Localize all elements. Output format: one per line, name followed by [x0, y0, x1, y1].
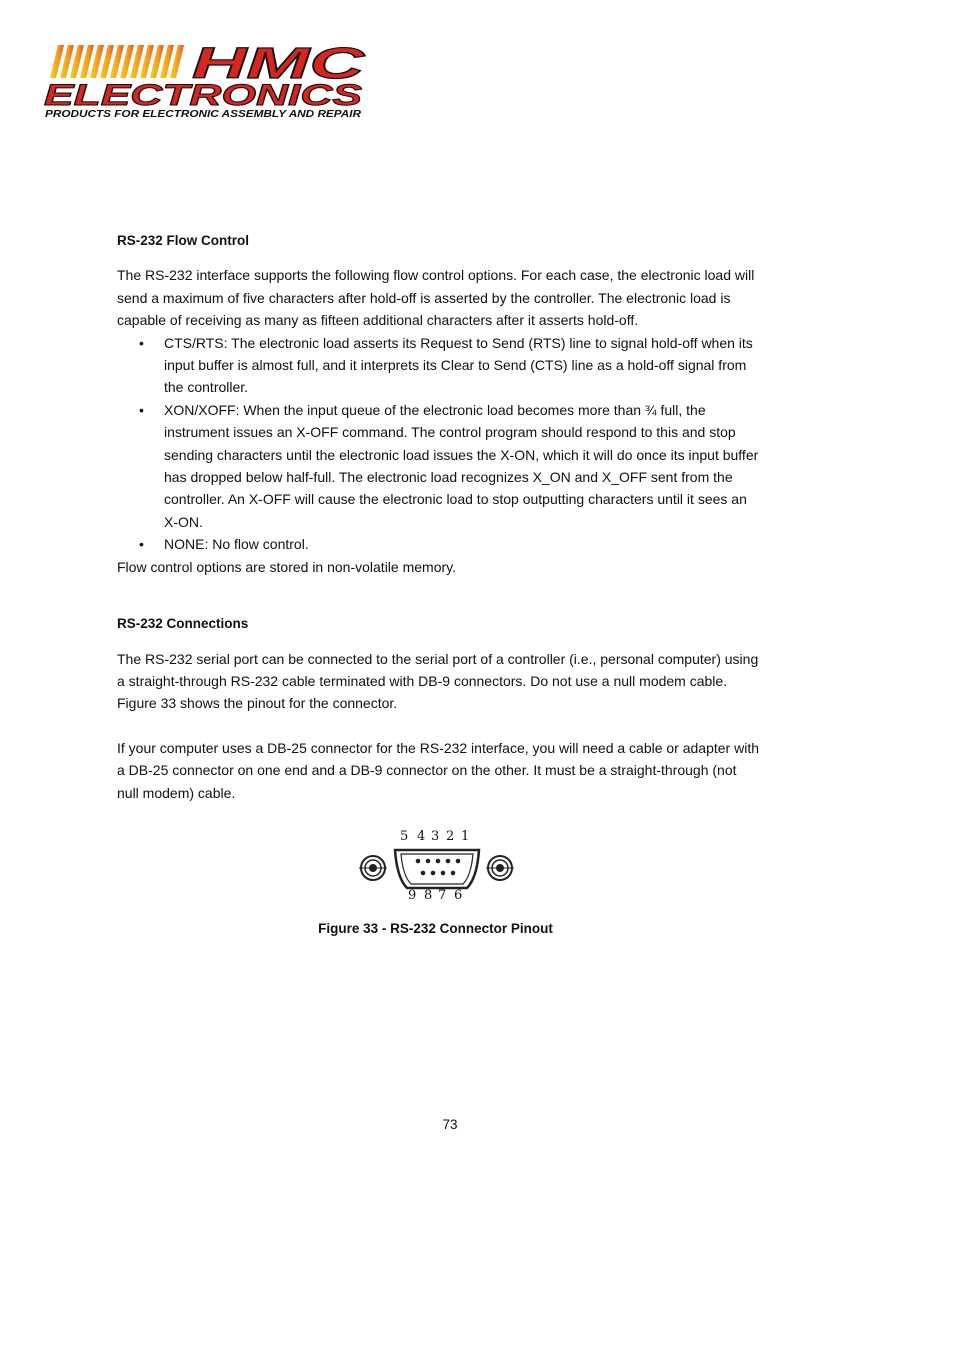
flow-control-heading: RS-232 Flow Control	[117, 233, 250, 248]
pin-label-8: 8	[424, 888, 433, 903]
bullet-icon: •	[139, 536, 144, 553]
pin-label-7: 7	[438, 888, 447, 903]
list-item: • CTS/RTS: The electronic load asserts its Request to Send (RTS) line to signal hold-off when its input buffer is almost full, and it interprets its Clear to Send (CTS) line as a hold-off signal from the controller.	[117, 332, 762, 399]
flow-control-outro: Flow control options are stored in non-volatile memory.	[117, 558, 457, 575]
list-item: • NONE: No flow control.	[117, 533, 762, 555]
flow-control-list	[117, 332, 762, 556]
logo-electronics-text: ELECTRONICS	[44, 79, 362, 112]
page-number: 73	[442, 1117, 458, 1132]
pin-label-4: 4	[417, 829, 426, 844]
flow-control-intro: The RS-232 interface supports the following flow control options. For each case, the electronic load will send a maximum of five characters after hold-off is asserted by the controller. The electronic load is capable of receiving as many as fifteen additional characters after it asserts hold-off.	[117, 267, 755, 329]
connections-heading: RS-232 Connections	[117, 616, 249, 632]
connections-paragraph-1: The RS-232 serial port can be connected to the serial port of a controller (i.e., personal computer) using a straight-through RS-232 cable terminated with DB-9 connectors. Do not use a null modem cable. Figure 33 shows the pinout for the connector.	[117, 650, 759, 712]
logo-hmc-text: HMC	[192, 42, 366, 88]
pin-label-6: 6	[454, 888, 463, 903]
pin-label-5: 5	[400, 829, 409, 844]
list-item: • XON/XOFF: When the input queue of the electronic load becomes more than ¾ full, the instrument issues an X-OFF command. The control program should respond to this and stop sending characters until the electronic load issues the X-ON, which it will do once its input buffer has dropped below half-full. The electronic load recognizes X_ON and X_OFF sent from the controller. An X-OFF will cause the electronic load to stop outputting characters until it sees an X-ON.	[117, 399, 762, 533]
bullet-icon: •	[139, 334, 144, 351]
connections-paragraph-2: If your computer uses a DB-25 connector for the RS-232 interface, you will need a cable or adapter with a DB-25 connector on one end and a DB-9 connector on the other. It must be a straight-through (not null modem) cable.	[117, 739, 760, 801]
pin-label-9: 9	[408, 888, 417, 903]
speed-stripes	[50, 45, 184, 78]
right-screw-icon	[486, 856, 514, 880]
pin-label-1: 1	[461, 829, 470, 844]
pin-label-2: 2	[446, 829, 455, 844]
figure-caption: Figure 33 - RS-232 Connector Pinout	[318, 921, 553, 936]
left-screw-icon	[359, 856, 387, 880]
pin-label-3: 3	[431, 829, 440, 844]
logo-tagline: PRODUCTS FOR ELECTRONIC ASSEMBLY AND REPAIR	[45, 109, 362, 120]
page-content	[117, 230, 762, 804]
hmc-electronics-logo	[42, 42, 366, 120]
bullet-icon: •	[139, 401, 144, 418]
db9-connector-figure	[357, 828, 517, 908]
